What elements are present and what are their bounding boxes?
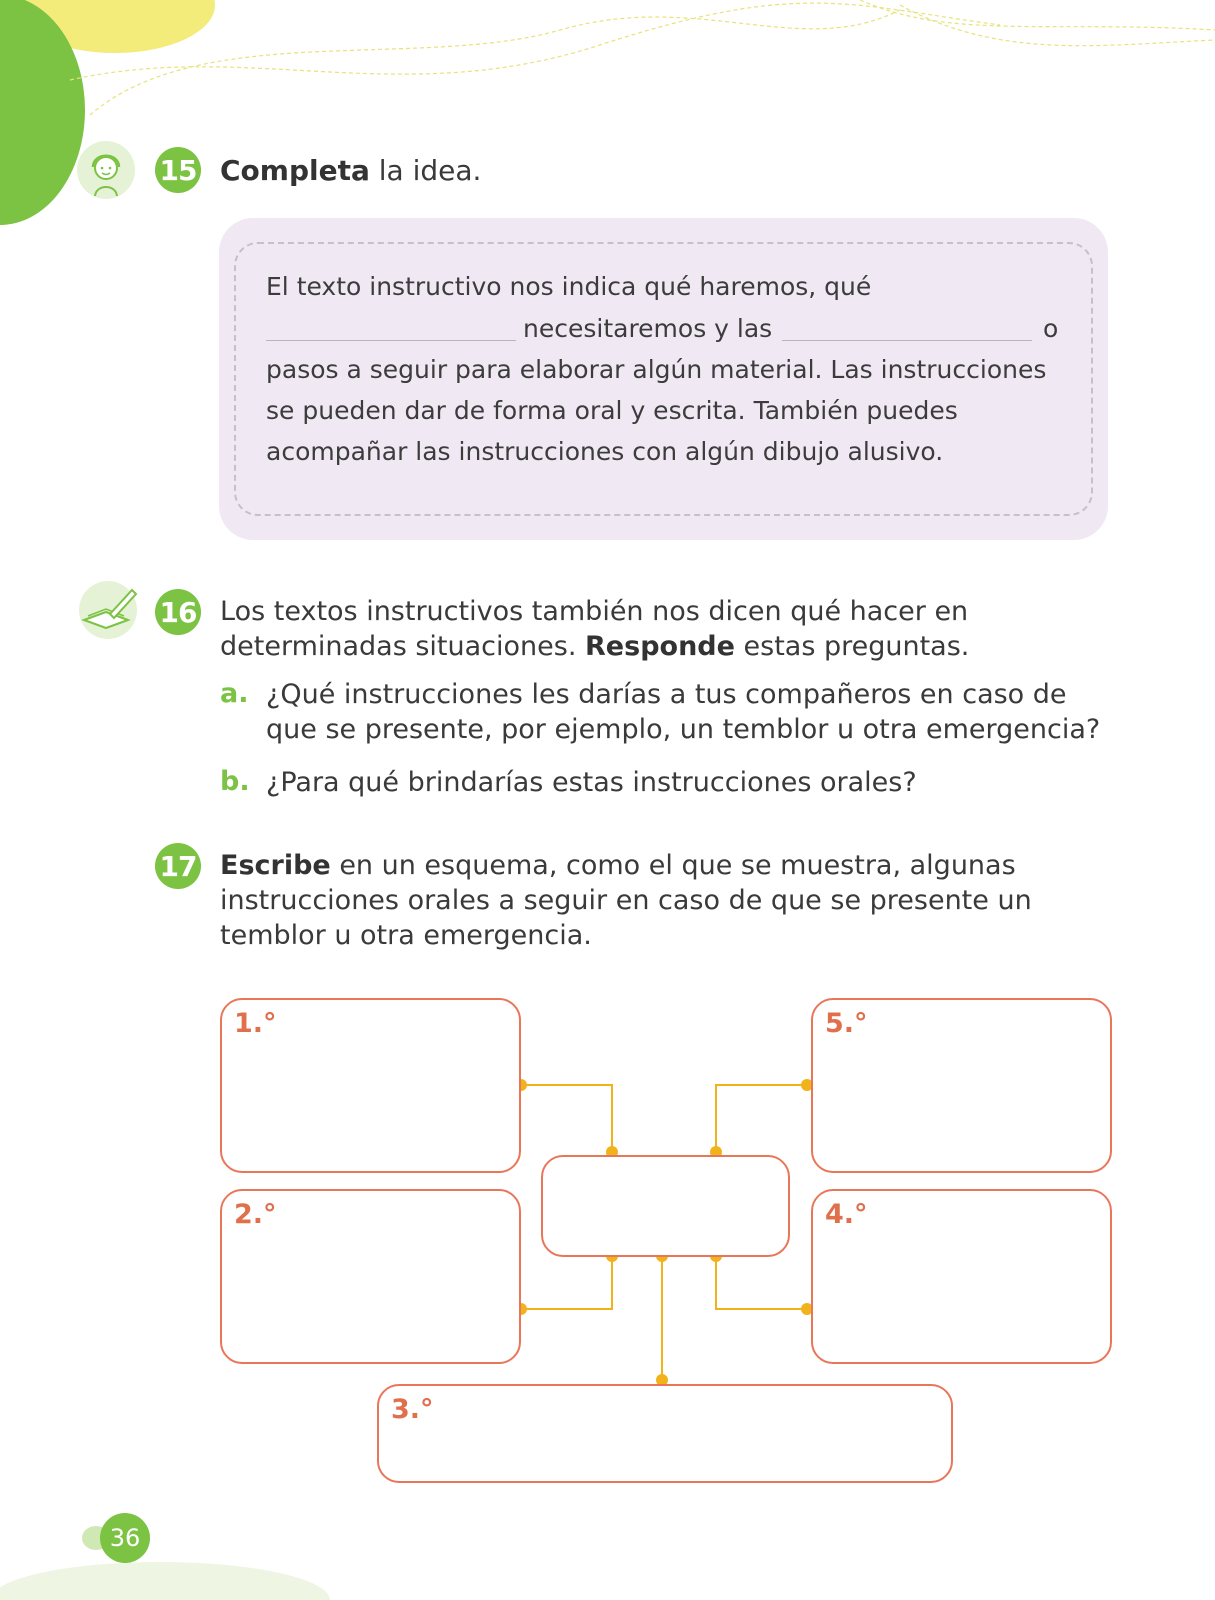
idea-line-3: pasos a seguir para elaborar algún material. Las instrucciones [266, 355, 1047, 384]
step-box-4[interactable] [811, 1189, 1112, 1364]
q16-line2-post: estas preguntas. [734, 631, 970, 662]
step-label-4: 4.° [825, 1199, 868, 1230]
question-number-17: 17 [155, 843, 201, 889]
sub-question-a-line-1: ¿Qué instrucciones les darías a tus compañeros en caso de [266, 679, 1067, 710]
page-number: 36 [100, 1513, 150, 1563]
idea-line-5: acompañar las instrucciones con algún dibujo alusivo. [266, 437, 944, 466]
instruction-rest: la idea. [369, 154, 482, 187]
sub-question-b-letter: b. [220, 766, 250, 797]
q17-line1-rest: en un esquema, como el que se muestra, algunas [330, 850, 1016, 881]
step-label-5: 5.° [825, 1008, 868, 1039]
question-number-15: 15 [155, 147, 201, 193]
step-label-1: 1.° [234, 1008, 277, 1039]
sub-question-a-line-2: que se presente, por ejemplo, un temblor u otra emergencia? [266, 714, 1101, 745]
idea-line-4: se pueden dar de forma oral y escrita. También puedes [266, 396, 958, 425]
q16-line2-pre: determinadas situaciones. [220, 631, 586, 662]
sub-question-b-line-1: ¿Para qué brindarías estas instrucciones orales? [266, 767, 917, 798]
instruction-verb: Completa [220, 154, 370, 187]
question-16-line-1: Los textos instructivos también nos dicen qué hacer en [220, 596, 969, 627]
idea-line-2-mid: necesitaremos y las [523, 314, 773, 343]
step-label-3: 3.° [391, 1394, 434, 1425]
q17-line1-bold: Escribe [220, 850, 331, 881]
question-number-16: 16 [155, 589, 201, 635]
step-box-5[interactable] [811, 998, 1112, 1173]
step-box-3[interactable] [377, 1384, 953, 1483]
step-box-1[interactable] [220, 998, 521, 1173]
question-17-line-3: temblor u otra emergencia. [220, 920, 592, 951]
step-label-2: 2.° [234, 1199, 277, 1230]
idea-line-1: El texto instructivo nos indica qué haremos, qué [266, 272, 872, 301]
q16-line2-bold: Responde [585, 631, 735, 662]
idea-line-2-end: o [1043, 314, 1059, 343]
center-box[interactable] [541, 1155, 790, 1257]
sub-question-a-letter: a. [220, 678, 249, 709]
step-box-2[interactable] [220, 1189, 521, 1364]
question-17-line-2: instrucciones orales a seguir en caso de que se presente un [220, 885, 1032, 916]
